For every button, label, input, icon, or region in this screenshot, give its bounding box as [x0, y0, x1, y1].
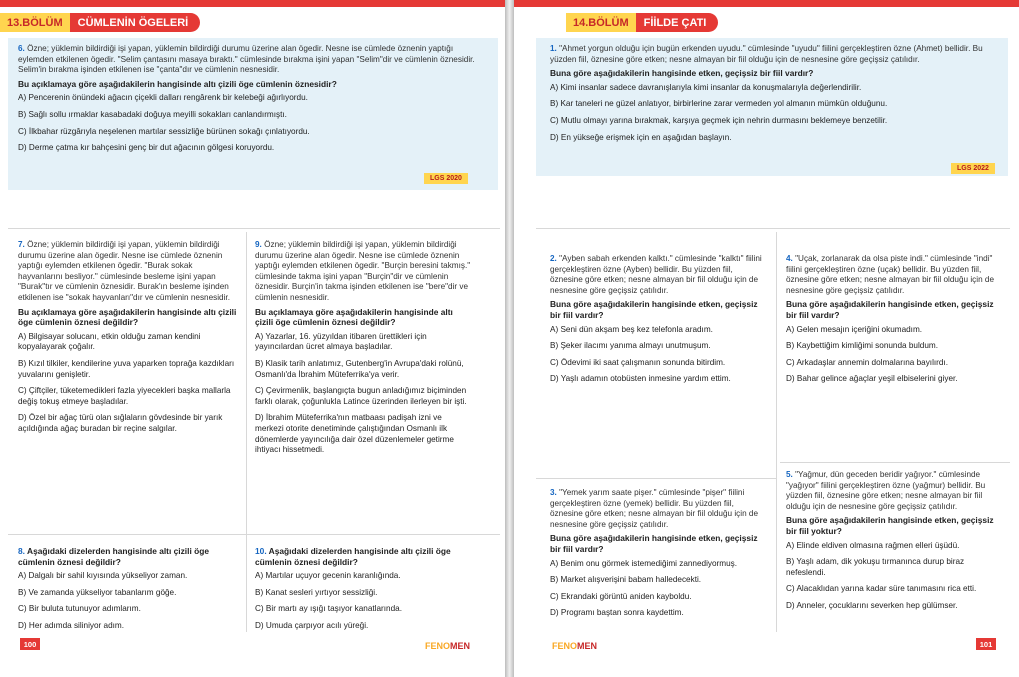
page-number: 100: [20, 638, 40, 650]
question-prompt: Buna göre aşağıdakilerin hangisinde etken, geçişsiz bir fiil vardır?: [550, 68, 814, 79]
option-c[interactable]: C) Arkadaşlar annemin dolmalarına bayılırdı.: [786, 357, 949, 367]
option-a[interactable]: A) Elinde eldiven olmasına rağmen elleri üşüdü.: [786, 540, 960, 550]
option-c[interactable]: C) Ödevimi iki saat çalışmanın sonunda bitirdim.: [550, 357, 726, 367]
top-bar: [0, 0, 505, 7]
question-7: [18, 240, 238, 441]
question-prompt: Bu açıklamaya göre aşağıdakilerin hangisinde altı çizili öge cümlenin öznesidir?: [18, 78, 337, 89]
section-number: 13.BÖLÜM: [0, 13, 70, 32]
logo-part-b: MEN: [450, 641, 471, 651]
option-b[interactable]: B) Klasik tarih anlatımız, Gutenberg'in Avrupa'daki rolünü, Osmanlı'da İbrahim Müteferrika'ya verir.: [255, 358, 464, 379]
question-number: 6.: [18, 44, 25, 53]
question-stem: "Ayben sabah erkenden kalktı." cümlesinde "kalktı" fiilini gerçekleştiren özne (Ayben) bellidir. Bu yüzden fiil, öznesine göre etken; nesne almayan bir fiil olduğu için de nesnesine göre geçişsiz çatılıdır.: [550, 254, 762, 295]
divider: [536, 478, 776, 479]
section-title: FİİLDE ÇATI: [643, 16, 707, 29]
option-b[interactable]: B) Kızıl tilkiler, kendilerine yuva yaparken toprağa kazdıkları yuvalarını genişletir.: [18, 358, 235, 379]
question-stem: Özne; yüklemin bildirdiği işi yapan, yüklemin bildirdiği durumu üzerine alan ögedir. Nesne ise cümlede öznenin yaptığı eylemden etkilenen ögedir. "Burçin beresini takmış." cümlesinde takma işini yapan "Burçin"dir ve cümlenin öznesidir. Burçin'in takma işinden etkilenen ise "bere"dir ve cümlenin nesnesidir.: [255, 240, 471, 302]
option-a[interactable]: A) Gelen mesajın içeriğini okumadım.: [786, 324, 923, 334]
question-number: 1.: [550, 44, 557, 53]
option-c[interactable]: C) Çevirmenlik, başlangıçta bugun anladığımız biçiminden farklı olarak, çoğunlukla Latince üzerinden ilerleyen bir işti.: [255, 386, 467, 406]
question-number: 8.: [18, 546, 25, 556]
option-d[interactable]: D) Yaşlı adamın otobüsten inmesine yardım ettim.: [550, 374, 731, 384]
publisher-logo: [425, 641, 470, 651]
logo-part-b: MEN: [577, 641, 598, 651]
option-c[interactable]: C) Alacaklıdan yarına kadar süre tanımasını rica etti.: [786, 584, 977, 594]
question-stem: "Yemek yarım saate pişer." cümlesinde "pişer" fiilini gerçekleştiren özne (yemek) bellidir. Bu yüzden fiil, öznesine göre etken; nesne almayan bir fiil olduğu için de nesnesine göre geçişsiz çatılıdır.: [550, 488, 759, 529]
option-d[interactable]: D) Umuda çarpıyor acılı yüreği.: [255, 620, 369, 630]
exam-tag: LGS 2020: [424, 173, 468, 184]
question-prompt: Buna göre aşağıdakilerin hangisinde etken, geçişsiz bir fiil vardır?: [786, 299, 994, 320]
divider: [8, 534, 500, 535]
question-number: 2.: [550, 254, 557, 263]
question-stem: "Yağmur, dün geceden beridir yağıyor." cümlesinde "yağıyor" fiilini gerçekleştiren özne (yağmur) bellidir. Bu yüzden fiil, öznesine göre etken; nesne almayan bir fiil olduğu için de nesnesine göre geçişsiz çatılıdır.: [786, 470, 986, 511]
question-prompt: Buna göre aşağıdakilerin hangisinde etken, geçişsiz bir fiil vardır?: [550, 299, 758, 320]
option-b[interactable]: B) Kar taneleri ne güzel anlatıyor, birbirlerine zarar vermeden yol almanın mümkün olduğunu.: [550, 99, 888, 109]
option-a[interactable]: A) Benim onu görmek istemediğimi zannediyormuş.: [550, 558, 738, 568]
question-9: [255, 240, 471, 462]
question-prompt: Aşağıdaki dizelerden hangisinde altı çizili öge cümlenin öznesi değildir?: [18, 546, 209, 567]
right-page: [514, 0, 1019, 677]
option-b[interactable]: B) Ve zamanda yükseliyor tabanlarım göğe.: [18, 587, 177, 597]
logo-part-a: FENO: [425, 641, 451, 651]
question-prompt: Bu açıklamaya göre aşağıdakilerin hangisinde altı çizili öge cümlenin öznesi değildir?: [255, 306, 453, 328]
question-number: 9.: [255, 240, 262, 249]
question-8: [18, 546, 238, 638]
option-b[interactable]: B) Sağlı sollu ırmaklar kasabadaki doğuya meyilli sokakları canlandırmıştı.: [18, 109, 287, 119]
logo-part-a: FENO: [552, 641, 578, 651]
question-stem: Özne; yüklemin bildirdiği işi yapan, yüklemin bildirdiği durumu üzerine alan ögedir. Nesne ise cümlede öznenin yaptığı eylemden etkilenen ögedir. "Burak sokak hayvanlarını besliyor." cümlesinde besleme işini yapan "Burak"tır ve cümlenin öznesidir. Burak'ın besleme işinden etkilenen ise "sokak hayvanları"dır ve cümlenin nesnesidir.: [18, 240, 230, 302]
top-bar: [514, 0, 1019, 7]
question-2: [550, 254, 766, 391]
question-stem: "Ahmet yorgun olduğu için bugün erkenden uyudu." cümlesinde "uyudu" fiilini gerçekleştiren özne (Ahmet) bellidir. Bu yüzden fiil, öznesine göre etken; nesne almayan bir fiil olduğu için de nesnesine göre geçişsiz çatılıdır.: [550, 44, 983, 64]
question-number: 5.: [786, 470, 793, 479]
question-1: [550, 44, 998, 149]
option-d[interactable]: D) Bahar gelince ağaçlar yeşil elbiselerini giyer.: [786, 374, 958, 384]
option-d[interactable]: D) Anneler, çocuklarını severken hep gülümser.: [786, 600, 958, 610]
section-header: [566, 13, 718, 32]
question-number: 4.: [786, 254, 793, 263]
option-b[interactable]: B) Şeker ilacımı yanıma almayı unutmuşum.: [550, 341, 711, 351]
section-number: 14.BÖLÜM: [566, 13, 636, 32]
option-a[interactable]: A) Pencerenin önündeki ağacın çiçekli dalları rengârenk bir kelebeği ağırlıyordu.: [18, 93, 308, 103]
question-prompt: Buna göre aşağıdakilerin hangisinde etken, geçişsiz bir fiil vardır?: [550, 533, 758, 554]
question-prompt: Bu açıklamaya göre aşağıdakilerin hangisinde altı çizili öge cümlenin öznesi değildir?: [18, 306, 237, 328]
section-title: CÜMLENİN ÖGELERİ: [77, 16, 189, 29]
column-divider: [246, 232, 247, 632]
option-b[interactable]: B) Market alışverişini babam halledecekti.: [550, 575, 702, 585]
option-b[interactable]: B) Kanat sesleri yırtıyor sessizliği.: [255, 587, 378, 597]
option-a[interactable]: A) Bilgisayar solucanı, etkin olduğu zaman kendini kopyalayarak çoğalır.: [18, 331, 201, 352]
question-stem: "Uçak, zorlanarak da olsa piste indi." cümlesinde "indi" fiilini gerçekleştiren özne (uçak) bellidir. Bu yüzden fiil, öznesine göre etken; nesne almayan bir fiil olduğu için de nesnesine göre geçişsiz çatılıdır.: [786, 254, 995, 295]
question-number: 3.: [550, 488, 557, 497]
option-a[interactable]: A) Kimi insanlar sadece davranışlarıyla kimi insanlar da konuşmalarıyla değerlendirilir.: [550, 82, 862, 92]
option-b[interactable]: B) Kaybettiğim kimliğimi sonunda buldum.: [786, 341, 938, 351]
page-number: 101: [976, 638, 996, 650]
divider: [536, 228, 1010, 229]
divider: [8, 228, 500, 229]
option-c[interactable]: C) Bir buluta tutunuyor adımlarım.: [18, 604, 141, 614]
option-c[interactable]: C) Mutlu olmayı yarına bırakmak, karşıya geçmek için nehrin durmasını beklemeye benzetilir.: [550, 115, 888, 125]
question-4: [786, 254, 998, 391]
left-page: [0, 0, 505, 677]
option-d[interactable]: D) Her adımda siliniyor adım.: [18, 620, 125, 630]
question-prompt: Buna göre aşağıdakilerin hangisinde etken, geçişsiz bir fiil yoktur?: [786, 515, 994, 536]
option-d[interactable]: D) İbrahim Müteferrika'nın matbaası padişah izni ve merkezi otorite denetiminde çalıştığından Osmanlı ilk dönemlerde yayıncılığa dair özel düzenlemeler getirme ihtiyacı hissetmedi.: [255, 413, 454, 455]
option-a[interactable]: A) Dalgalı bir sahil kıyısında yükseliyor zaman.: [18, 571, 188, 581]
question-number: 7.: [18, 240, 25, 249]
option-c[interactable]: C) Bir martı ay ışığı taşıyor kanatlarında.: [255, 604, 402, 614]
publisher-logo: [552, 641, 597, 651]
question-6: [18, 44, 480, 160]
option-c[interactable]: C) İlkbahar rüzgârıyla neşelenen martılar sessizliğe bürünen sokağı çınlatıyordu.: [18, 126, 310, 136]
question-number: 10.: [255, 546, 267, 556]
option-a[interactable]: A) Martılar uçuyor gecenin karanlığında.: [255, 571, 401, 581]
section-header: [0, 13, 200, 32]
divider: [780, 462, 1010, 463]
option-c[interactable]: C) Çiftçiler, tüketemedikleri fazla yiyecekleri başka mallarla değiş tokuş etmeye başladılar.: [18, 386, 231, 406]
question-5: [786, 470, 998, 618]
book-gutter: [505, 0, 514, 677]
question-3: [550, 488, 766, 625]
option-a[interactable]: A) Yazarlar, 16. yüzyıldan itibaren ürettikleri için yayıncılardan ücret almaya başladılar.: [255, 331, 427, 352]
question-stem: Özne; yüklemin bildirdiği işi yapan, yüklemin bildirdiği durumu üzerine alan ögedir. Nesne ise cümlede öznenin yaptığı eylemden etkilenen ögedir. "Selim çantasını masaya bıraktı." cümlesinde bırakma işini yapan "Selim"dir ve cümlenin öznesidir. Selim'in bırakma işinden etkilenen ise "çanta"dır ve cümlenin nesnesidir.: [18, 44, 475, 75]
option-c[interactable]: C) Ekrandaki görüntü aniden kayboldu.: [550, 591, 692, 601]
question-prompt: Aşağıdaki dizelerden hangisinde altı çizili öge cümlenin öznesi değildir?: [255, 546, 451, 567]
column-divider: [776, 232, 777, 632]
question-10: [255, 546, 471, 638]
exam-tag: LGS 2022: [951, 163, 995, 174]
option-d[interactable]: D) En yükseğe erişmek için en aşağıdan başlayın.: [550, 132, 732, 142]
option-d[interactable]: D) Derme çatma kır bahçesini genç bir dut ağacının gölgesi koruyordu.: [18, 143, 275, 153]
option-a[interactable]: A) Seni dün akşam beş kez telefonla aradım.: [550, 324, 713, 334]
option-d[interactable]: D) Programı baştan sonra kaydettim.: [550, 608, 684, 618]
option-b[interactable]: B) Yaşlı adam, dik yokuşu tırmanınca durup biraz nefeslendi.: [786, 557, 965, 577]
option-d[interactable]: D) Özel bir ağaç türü olan sığlaların gövdesinde bir yarık açıldığında ağaç buradan bir reçine salgılar.: [18, 413, 223, 433]
